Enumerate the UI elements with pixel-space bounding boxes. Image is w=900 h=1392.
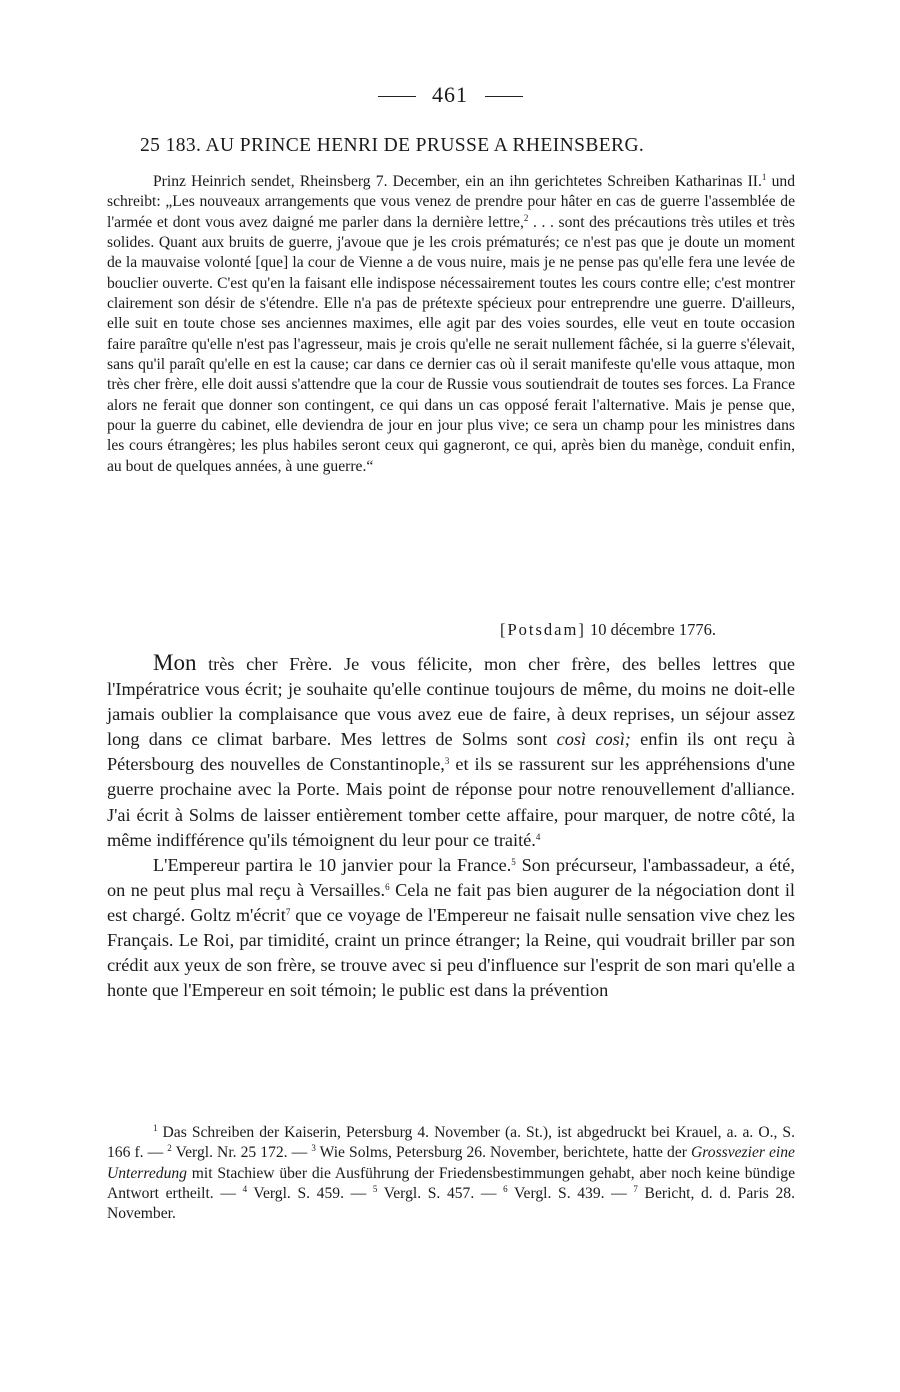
footnote-mark-5: 5 xyxy=(372,1184,378,1195)
footnote-mark-1: 1 xyxy=(153,1123,158,1133)
footnote-mark-7: 7 xyxy=(633,1184,638,1195)
footnote-text-2: Vergl. Nr. 25 172. — xyxy=(171,1144,312,1162)
paragraph-1-italic: così così; xyxy=(556,729,631,750)
editorial-introduction xyxy=(107,172,795,477)
footnote-mark-6: 6 xyxy=(503,1184,508,1195)
footnote-mark-4: 4 xyxy=(242,1184,248,1195)
letter-paragraph-1 xyxy=(107,650,795,853)
intro-paragraph xyxy=(107,172,795,477)
paragraph-2-text-a: L'Empereur partira le 10 janvier pour la France. xyxy=(153,854,512,875)
footnote-text-3: Wie Solms, Petersburg 26. November, berichtete, hatte der xyxy=(315,1144,692,1162)
footnote-ref-2: 2 xyxy=(523,212,529,223)
footnote-ref-6: 6 xyxy=(385,881,390,892)
paragraph-2-text-d: que ce voyage de l'Empereur ne faisait nulle sensation vive chez les Français. Le Roi, par timidité, craint un prince étranger; la Reine, qui voudrait briller par son crédit aux yeux de son frère, se trouve avec si peu d'influence sur l'esprit de son mari qu'elle a honte que l'Empereur en soit témoin; le public est dans la prévention xyxy=(107,904,795,1001)
paragraph-1-text-a: très cher Frère. Je vous félicite, mon cher frère, des belles lettres que l'Impératrice vous écrit; je souhaite qu'elle continue toujours de même, du moins ne doit-elle jamais oublier la complaisance que vous avez eue de faire, à deux reprises, un séjour assez long dans ce climat barbare. Mes lettres de Solms sont xyxy=(107,654,795,750)
footnote-text-3-rest: mit Stachiew über die Ausführung der Friedensbestimmungen gehabt, aber noch keine bündige Antwort ertheilt. — xyxy=(107,1164,795,1203)
letter-dateline xyxy=(500,620,795,640)
footnote-ref-1: 1 xyxy=(761,172,767,182)
footnote-text-7: Bericht, d. d. Paris 28. November. xyxy=(107,1185,795,1223)
footnote-block xyxy=(107,1123,795,1225)
footnote-text-6: Vergl. S. 439. — xyxy=(507,1185,634,1203)
intro-quote-start: und schreibt: „Les nouveaux arrangements que vous venez de prendre pour hâter en cas de guerre l'assemblée de l'armée et dont vous avez daigné me parler dans la dernière lettre, xyxy=(107,173,795,231)
page-number-dash-right xyxy=(485,96,523,97)
intro-lead: Prinz Heinrich sendet, Rheinsberg 7. December, ein an ihn gerichtetes Schreiben Katharinas II. xyxy=(153,173,762,190)
footnote-mark-2: 2 xyxy=(167,1143,172,1154)
dateline-place: [Potsdam] xyxy=(500,620,586,639)
page-number xyxy=(0,82,900,108)
footnote-ref-7: 7 xyxy=(285,906,291,917)
page-number-text: 461 xyxy=(432,82,468,107)
paragraph-1-text-b: enfin ils ont reçu à Pétersbourg des nouvelles de Constantinople, xyxy=(107,729,795,775)
letter-body xyxy=(107,650,795,1003)
paragraph-2-text-b: Son précurseur, l'ambassadeur, a été, on ne peut plus mal reçu à Versailles. xyxy=(107,854,795,900)
dateline-date: 10 décembre 1776. xyxy=(585,620,716,639)
letter-heading: 25 183. AU PRINCE HENRI DE PRUSSE A RHEINSBERG. xyxy=(140,135,645,156)
footnote-text-4: Vergl. S. 459. — xyxy=(247,1185,373,1203)
footnote-mark-3: 3 xyxy=(311,1143,316,1154)
paragraph-2-text-c: Cela ne fait pas bien augurer de la négociation dont il est chargé. Goltz m'écrit xyxy=(107,879,795,925)
paragraph-1-text-c: et ils se rassurent sur les appréhensions d'une guerre prochaine avec la Porte. Mais point de réponse pour notre renouvellement d'alliance. J'ai écrit à Solms de laisser entièrement tomber cette affaire, pour marquer, de notre côté, la même indifférence qu'ils témoignent du leur pour ce traité. xyxy=(107,754,796,850)
footnote-ref-5: 5 xyxy=(511,856,516,867)
footnote-ref-4: 4 xyxy=(535,831,541,842)
footnote-text-1: Das Schreiben der Kaiserin, Petersburg 4. November (a. St.), ist abgedruckt bei Krauel, a. a. O., S. 166 f. — xyxy=(107,1124,795,1162)
footnote-text-3-italic: Grossvezier eine Unterredung xyxy=(107,1144,795,1182)
footnote-ref-3: 3 xyxy=(444,756,450,767)
footnotes xyxy=(107,1123,795,1225)
footnote-text-5: Vergl. S. 457. — xyxy=(377,1185,504,1203)
intro-quote-rest: . . . sont des précautions très utiles et très solides. Quant aux bruits de guerre, j'avoue que je les crois prématurés; ce n'est pas que je doute un moment de la mauvaise volonté [que] la cour de Vienne a de vous nuire, mais je ne pense pas qu'elle fera une levée de bouclier ouverte. C'est qu'en la faisant elle indispose nécessairement toutes les cours contre elle; c'est montrer clairement son désir de s'étendre. Elle n'a pas de prétexte spécieux pour entreprendre une guerre. D'ailleurs, elle suit en toute chose ses anciennes maximes, elle agit par des voies sourdes, elle veut en toute occasion faire paraître qu'elle n'est pas l'agresseur, mais je crois qu'elle ne serait nullement fâchée, si la guerre s'élevait, sans qu'il paraît qu'elle en est la cause; car dans ce dernier cas où il serait manifeste qu'elle vous attaque, mon très cher frère, elle doit aussi s'attendre que la cour de Russie vous soutiendrait de toutes ses forces. La France alors ne ferait que donner son contingent, ce qui dans un cas opposé ferait l'alternative. Mais je pense que, pour la guerre du cabinet, elle deviendra de jour en jour plus vive; ce sera un champ pour les ministres dans les cours étrangères; les plus habiles seront ceux qui gagneront, ce qui, après bien du manège, conduit enfin, au bout de quelques années, à une guerre.“ xyxy=(107,213,795,475)
page-number-dash-left xyxy=(378,96,416,97)
letter-paragraph-2 xyxy=(107,853,795,1004)
salutation-initial: Mon xyxy=(153,650,197,675)
